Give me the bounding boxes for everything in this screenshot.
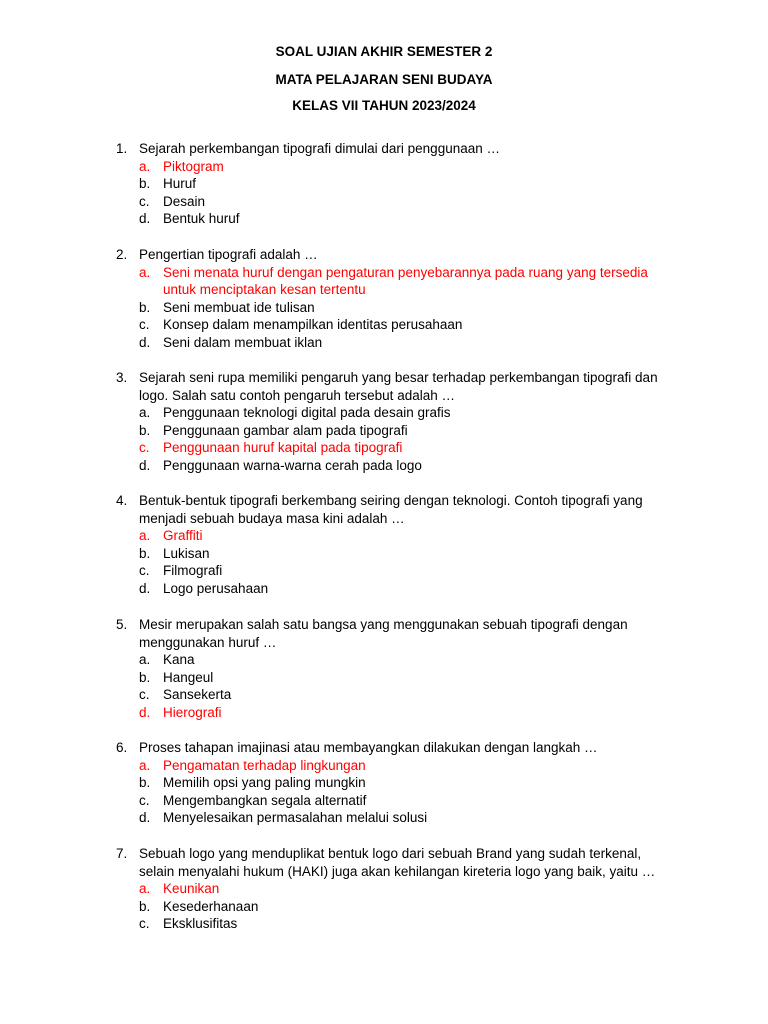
question-text: Sejarah seni rupa memiliki pengaruh yang besar terhadap perkembangan tipografi dan logo. Salah satu contoh pengaruh tersebut adalah … [139, 370, 658, 403]
question-number: 4. [116, 493, 128, 508]
question-7 [116, 845, 676, 933]
option-letter: c. [139, 440, 150, 456]
option-letter: a. [139, 757, 151, 773]
option-a [116, 158, 676, 176]
option-text: Eksklusifitas [163, 916, 238, 932]
option-d [116, 210, 676, 228]
option-text: Konsep dalam menampilkan identitas perusahaan [163, 317, 463, 333]
question-text: Sebuah logo yang menduplikat bentuk logo dari sebuah Brand yang sudah terkenal, selain menyalahi hukum (HAKI) juga akan kehilangan kireteria logo yang baik, yaitu … [139, 846, 656, 879]
question-stem [116, 492, 676, 527]
option-text: Graffiti [163, 528, 203, 544]
option-text: Penggunaan huruf kapital pada tipografi [163, 440, 403, 456]
option-text: Seni membuat ide tulisan [163, 299, 315, 315]
option-b [116, 422, 676, 440]
option-letter: b. [139, 775, 151, 791]
exam-title: SOAL UJIAN AKHIR SEMESTER 2 [275, 44, 493, 59]
option-text: Memilih opsi yang paling mungkin [163, 775, 366, 791]
option-b [116, 774, 676, 792]
option-letter: d. [139, 580, 151, 596]
question-text: Sejarah perkembangan tipografi dimulai dari penggunaan … [139, 141, 500, 156]
class-year-title: KELAS VII TAHUN 2023/2024 [292, 98, 476, 113]
question-text: Proses tahapan imajinasi atau membayangkan dilakukan dengan langkah … [139, 740, 598, 755]
option-b [116, 898, 676, 916]
option-list [116, 158, 676, 228]
option-letter: a. [139, 881, 151, 897]
option-text: Seni menata huruf dengan pengaturan penyebarannya pada ruang yang tersedia untuk menciptakan kesan tertentu [163, 264, 648, 298]
option-letter: a. [139, 405, 151, 421]
option-letter: d. [139, 810, 151, 826]
option-list [116, 404, 676, 474]
option-list [116, 651, 676, 721]
option-letter: a. [139, 528, 151, 544]
option-text: Kana [163, 652, 195, 668]
option-a [116, 404, 676, 422]
question-stem [116, 739, 676, 757]
option-text: Hangeul [163, 669, 214, 685]
option-text: Mengembangkan segala alternatif [163, 792, 367, 808]
question-text: Bentuk-bentuk tipografi berkembang seiring dengan teknologi. Contoh tipografi yang menjadi sebuah budaya masa kini adalah … [139, 493, 643, 526]
option-a [116, 757, 676, 775]
option-d [116, 457, 676, 475]
question-stem [116, 140, 676, 158]
question-stem [116, 616, 676, 651]
option-a [116, 880, 676, 898]
question-number: 6. [116, 740, 128, 755]
option-letter: c. [139, 193, 150, 209]
question-4 [116, 492, 676, 598]
question-stem [116, 369, 676, 404]
option-letter: c. [139, 317, 150, 333]
option-letter: b. [139, 299, 151, 315]
question-number: 2. [116, 247, 128, 262]
option-c [116, 439, 676, 457]
subject-title: MATA PELAJARAN SENI BUDAYA [275, 72, 493, 87]
question-number: 7. [116, 846, 128, 861]
option-letter: b. [139, 176, 151, 192]
option-c [116, 316, 676, 334]
question-2 [116, 246, 676, 352]
option-d [116, 704, 676, 722]
question-text: Mesir merupakan salah satu bangsa yang menggunakan sebuah tipografi dengan menggunakan huruf … [139, 617, 628, 650]
option-text: Keunikan [163, 881, 220, 897]
option-d [116, 809, 676, 827]
question-text: Pengertian tipografi adalah … [139, 247, 318, 262]
option-b [116, 669, 676, 687]
question-number: 3. [116, 370, 128, 385]
option-text: Piktogram [163, 158, 224, 174]
option-letter: b. [139, 898, 151, 914]
option-b [116, 175, 676, 193]
option-a [116, 264, 676, 299]
option-c [116, 792, 676, 810]
option-text: Penggunaan warna-warna cerah pada logo [163, 457, 422, 473]
option-c [116, 562, 676, 580]
option-letter: c. [139, 792, 150, 808]
option-b [116, 299, 676, 317]
option-a [116, 651, 676, 669]
option-d [116, 580, 676, 598]
question-number: 1. [116, 141, 128, 156]
option-c [116, 915, 676, 933]
option-letter: c. [139, 563, 150, 579]
option-c [116, 686, 676, 704]
option-text: Huruf [163, 176, 197, 192]
option-letter: d. [139, 211, 151, 227]
option-letter: b. [139, 545, 151, 561]
option-text: Hierografi [163, 704, 222, 720]
option-list [116, 757, 676, 827]
option-text: Desain [163, 193, 206, 209]
option-d [116, 334, 676, 352]
question-number: 5. [116, 617, 128, 632]
option-text: Penggunaan gambar alam pada tipografi [163, 422, 408, 438]
option-text: Sansekerta [163, 687, 232, 703]
question-stem [116, 246, 676, 264]
option-text: Bentuk huruf [163, 211, 240, 227]
option-text: Filmografi [163, 563, 223, 579]
question-3 [116, 369, 676, 475]
option-letter: b. [139, 669, 151, 685]
option-text: Penggunaan teknologi digital pada desain grafis [163, 405, 451, 421]
option-letter: c. [139, 687, 150, 703]
option-letter: c. [139, 916, 150, 932]
question-6 [116, 739, 676, 827]
question-5 [116, 616, 676, 722]
option-letter: a. [139, 158, 151, 174]
option-list [116, 527, 676, 597]
option-text: Lukisan [163, 545, 210, 561]
option-list [116, 264, 676, 352]
option-letter: d. [139, 334, 151, 350]
option-b [116, 545, 676, 563]
option-text: Logo perusahaan [163, 580, 269, 596]
option-list [116, 880, 676, 933]
option-text: Pengamatan terhadap lingkungan [163, 757, 366, 773]
question-1 [116, 140, 676, 228]
option-letter: b. [139, 422, 151, 438]
option-text: Menyelesaikan permasalahan melalui solusi [163, 810, 428, 826]
option-text: Kesederhanaan [163, 898, 259, 914]
option-letter: d. [139, 457, 151, 473]
question-stem [116, 845, 676, 880]
option-text: Seni dalam membuat iklan [163, 334, 323, 350]
option-letter: a. [139, 264, 151, 280]
option-letter: a. [139, 652, 151, 668]
option-a [116, 527, 676, 545]
option-letter: d. [139, 704, 151, 720]
option-c [116, 193, 676, 211]
